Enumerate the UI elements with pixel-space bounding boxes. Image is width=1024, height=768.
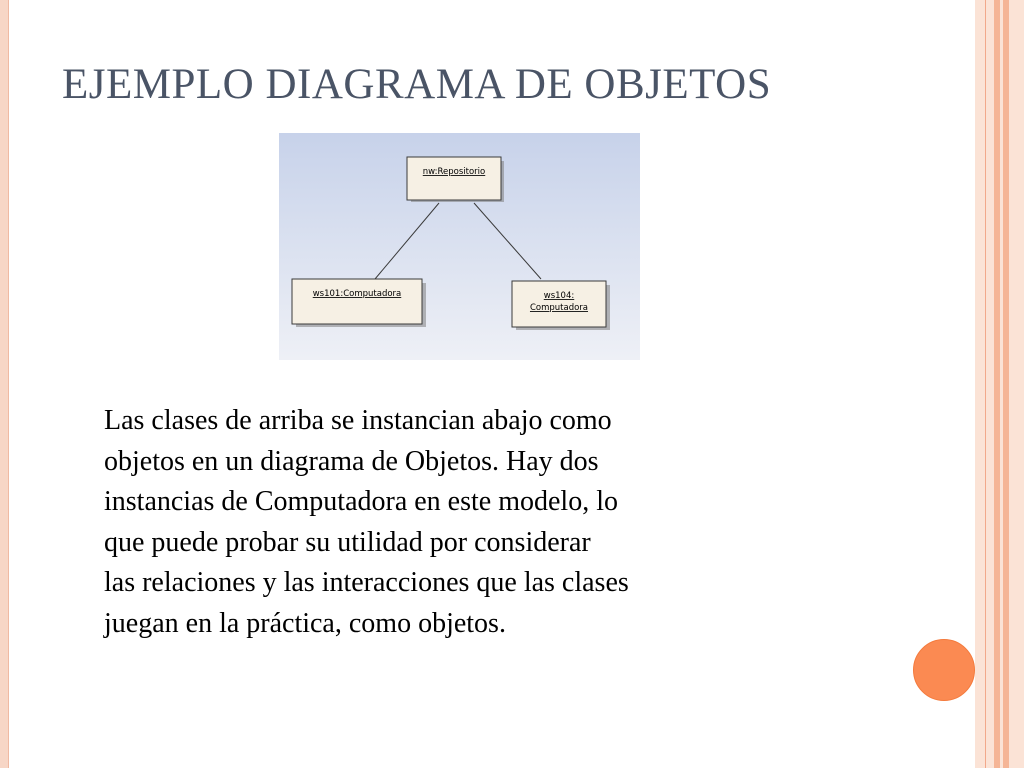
body-line: instancias de Computadora en este modelo, lo — [104, 486, 618, 518]
stripe — [975, 0, 985, 768]
node-repositorio[interactable] — [407, 157, 504, 202]
stripe — [1009, 0, 1024, 768]
node-repositorio-label: nw:Repositorio — [422, 167, 486, 177]
node-ws104-label-line1: ws104: — [543, 291, 575, 301]
node-ws104-label-line2: Computadora — [529, 303, 589, 313]
node-ws101-label: ws101:Computadora — [312, 289, 402, 299]
body-line: objetos en un diagrama de Objetos. Hay dos — [104, 445, 599, 477]
slide-body-text — [104, 401, 864, 645]
slide-title: EJEMPLO DIAGRAMA DE OBJETOS — [62, 61, 772, 108]
left-border-decoration — [0, 0, 9, 768]
stripe — [986, 0, 994, 768]
body-line: las relaciones y las interacciones que las clases — [104, 567, 629, 599]
body-line: juegan en la práctica, como objetos. — [104, 607, 506, 639]
node-ws104[interactable] — [512, 281, 610, 330]
body-line: Las clases de arriba se instancian abajo como — [104, 405, 612, 436]
body-line: que puede probar su utilidad por considerar — [104, 526, 591, 558]
right-stripes-decoration — [975, 0, 1024, 768]
orange-circle-decoration — [913, 639, 975, 701]
node-ws101[interactable] — [292, 279, 426, 327]
object-diagram — [279, 133, 640, 360]
